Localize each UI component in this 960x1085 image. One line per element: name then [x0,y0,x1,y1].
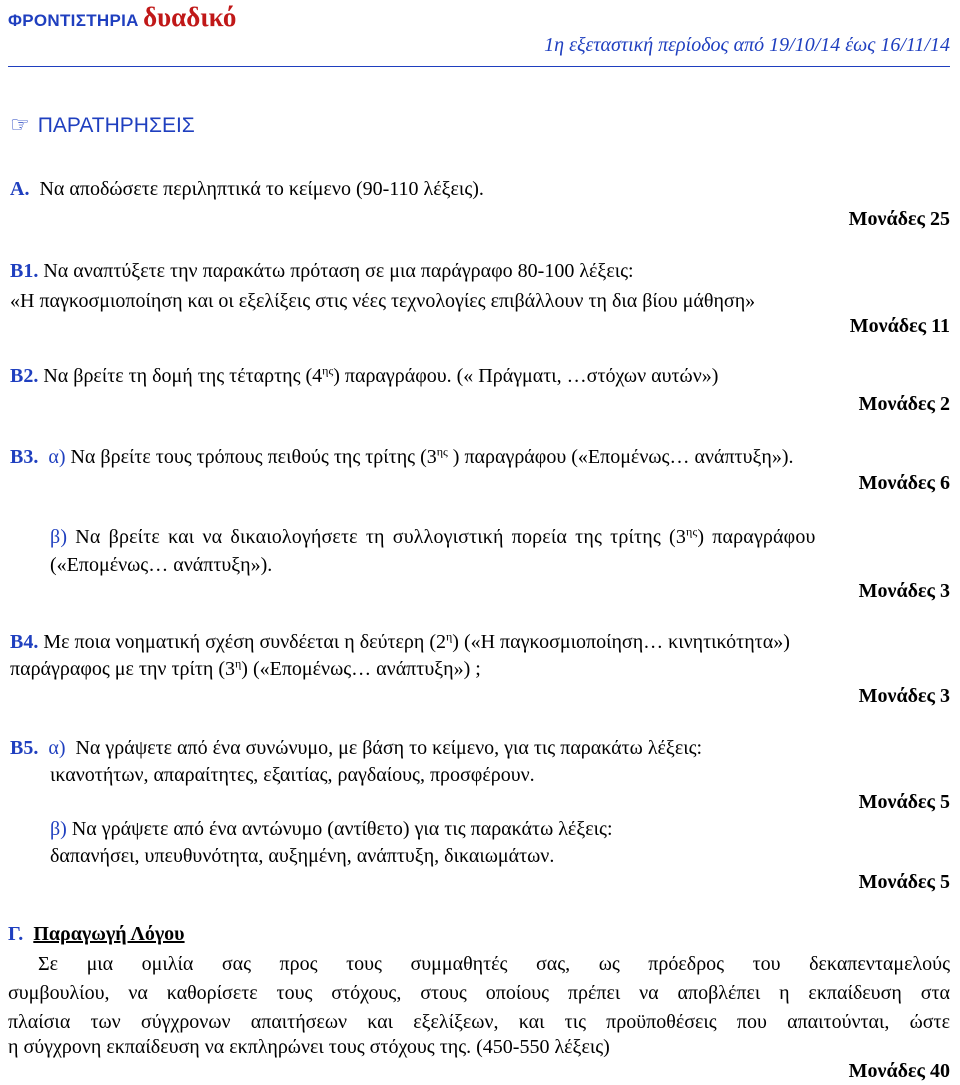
question-b4-line2 [10,656,481,682]
question-b2-label: Β2. [10,365,39,387]
question-b4-sup2: η [235,656,242,671]
question-b3b-points: Μονάδες 3 [858,580,950,602]
question-b3b-text: Να βρείτε και να δικαιολογήσετε τη συλλογιστική πορεία της τρίτης (3 [75,526,687,548]
exam-period: 1η εξεταστική περίοδος από 19/10/14 έως 16/11/14 [544,34,950,56]
question-b5b [50,816,613,842]
section-g-line4: η σύγχρονη εκπαίδευση να εκπληρώνει τους στόχους της. (450-550 λέξεις) [8,1036,610,1058]
question-b4-line2-text: παράγραφος με την τρίτη (3 [10,658,236,680]
section-g-title: Παραγωγή Λόγου [33,923,185,945]
section-g-points: Μονάδες 40 [848,1060,950,1082]
question-b3b-label: β) [50,526,68,548]
section-g-label: Γ. [8,923,24,945]
hand-pointing-right-icon: ☞ [10,112,30,137]
question-b5a-points: Μονάδες 5 [858,791,950,813]
section-g-line3: πλαίσια των σύγχρονων απαιτήσεων και εξελίξεων, και τις προϋποθέσεις που απαιτούνται, ώστε [8,1011,950,1033]
question-b4-points: Μονάδες 3 [858,685,950,707]
section-g-line2: συμβουλίου, να καθορίσετε τους στόχους, στους οποίους πρέπει να αποβλέπει η εκπαίδευση στα [8,982,950,1004]
question-b3-label: Β3. [10,446,39,468]
question-b4-text-b: ) («Η παγκοσμιοποίηση… κινητικότητα») [452,631,790,653]
question-b2-text-after: ) παραγράφου. (« Πράγματι, …στόχων αυτών») [333,365,719,387]
question-b4 [10,629,790,655]
question-b1-points: Μονάδες 11 [849,315,950,337]
question-b3a-points: Μονάδες 6 [858,472,950,494]
question-b4-label: Β4. [10,631,39,653]
question-b1 [10,258,634,284]
brand-logo [8,2,236,33]
question-b2-points: Μονάδες 2 [858,393,950,415]
question-b1-statement: «Η παγκοσμιοποίηση και οι εξελίξεις στις νέες τεχνολογίες επιβάλλουν τη δια βίου μάθηση» [10,290,756,312]
question-b3b-text-after: ) παραγράφου [697,526,816,548]
question-b4-text: Με ποια νοηματική σχέση συνδέεται η δεύτερη (2 [43,631,446,653]
question-b5a-label: α) [48,737,66,759]
brand-name: δυαδικό [143,2,237,32]
question-b3a-text: Να βρείτε τους τρόπους πειθούς της τρίτης (3 [70,446,437,468]
question-b1-label: Β1. [10,260,39,282]
question-b3b [50,524,816,550]
question-b5-label: Β5. [10,737,39,759]
question-b3a-text-after: ) παραγράφου («Επομένως… ανάπτυξη»). [447,446,794,468]
observations-title: ΠΑΡΑΤΗΡΗΣΕΙΣ [37,114,195,137]
question-b1-text: Να αναπτύξετε την παρακάτω πρόταση σε μια παράγραφο 80-100 λέξεις: [43,260,634,282]
section-g-heading [8,921,185,947]
question-b5b-points: Μονάδες 5 [858,871,950,893]
question-b3b-sup: ης [686,524,698,539]
question-b5a-words: ικανοτήτων, απαραίτητες, εξαιτίας, ραγδαίους, προσφέρουν. [50,764,535,786]
question-b3b-line2: («Επομένως… ανάπτυξη»). [50,554,273,576]
brand-prefix: ΦΡΟΝΤΙΣΤΗΡΙΑ [8,11,139,30]
question-b2 [10,363,718,389]
question-a-text: Να αποδώσετε περιληπτικά το κείμενο (90-110 λέξεις). [39,178,484,200]
question-b2-sup: ης [322,363,334,378]
question-a [10,176,484,202]
question-b4-line2-text-b: ) («Επομένως… ανάπτυξη») ; [241,658,481,680]
question-a-points: Μονάδες 25 [848,208,950,230]
question-b3a [10,444,794,470]
question-b5a-text: Να γράψετε από ένα συνώνυμο, με βάση το κείμενο, για τις παρακάτω λέξεις: [75,737,703,759]
question-b3a-label: α) [48,446,66,468]
question-b5b-text: Να γράψετε από ένα αντώνυμο (αντίθετο) για τις παρακάτω λέξεις: [71,818,613,840]
question-a-label: Α. [10,178,30,200]
section-g-line1: Σε μια ομιλία σας προς τους συμμαθητές σας, ως πρόεδρος του δεκαπενταμελούς [38,953,950,975]
question-b5b-label: β) [50,818,67,840]
question-b3a-sup: ης [436,444,448,459]
question-b5b-words: δαπανήσει, υπευθυνότητα, αυξημένη, ανάπτυξη, δικαιωμάτων. [50,845,555,867]
header-divider [8,66,950,67]
question-b5a [10,735,702,761]
question-b2-text: Να βρείτε τη δομή της τέταρτης (4 [43,365,323,387]
question-b4-sup1: η [446,629,453,644]
observations-heading [10,112,195,138]
